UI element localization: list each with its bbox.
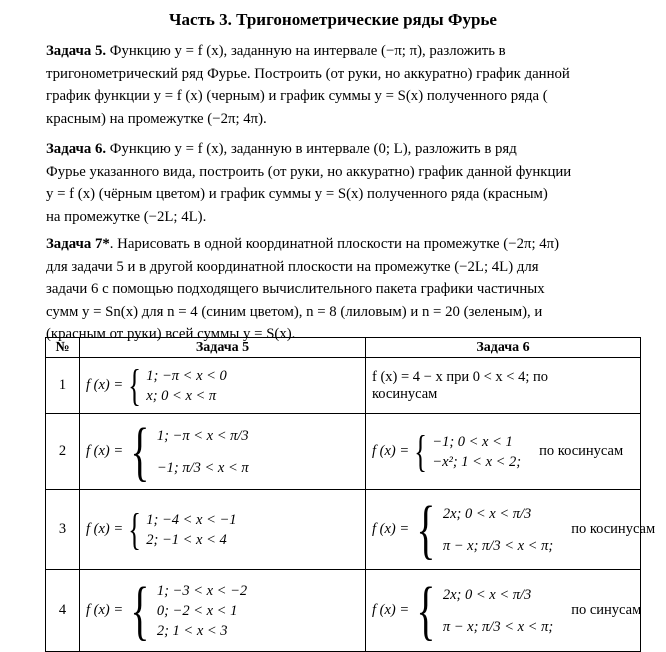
task-7-line-1: . Нарисовать в одной координатной плоскости на промежутке (−2π; 4π) <box>109 236 560 252</box>
header-task-5: Задача 5 <box>80 338 366 358</box>
case-line: 2x; 0 < x < π/3 <box>442 586 532 603</box>
table-row <box>46 490 641 570</box>
task-5 <box>46 40 636 130</box>
tasks-table <box>45 337 656 652</box>
piecewise-cases <box>443 505 553 555</box>
task-5-cell <box>80 414 366 490</box>
brace-symbol: { <box>130 573 150 647</box>
case-line: 2; −1 < x < 4 <box>146 531 227 548</box>
task-5-line-1: Функцию y = f (x), заданную на интервале (−π; π), разложить в <box>109 43 506 59</box>
task-5-cell <box>80 490 366 570</box>
piecewise-cases <box>146 367 227 405</box>
case-line: −1; π/3 < x < π <box>156 459 249 476</box>
task-5-cell <box>80 358 366 414</box>
case-line: 0; −2 < x < 1 <box>156 602 238 619</box>
task-7-line-4: сумм y = Sn(x) для n = 4 (синим цветом), n = 8 (лиловым) и n = 20 (зеленым), и <box>46 303 543 320</box>
task-7-label: Задача 7* <box>46 236 110 252</box>
case-line: −1; 0 < x < 1 <box>432 433 513 450</box>
formula-lhs: f (x) = <box>372 602 410 618</box>
brace-symbol: { <box>416 492 436 566</box>
case-line: π − x; π/3 < x < π; <box>442 537 554 554</box>
formula-lhs: f (x) = <box>372 443 410 459</box>
row-number: 2 <box>46 414 80 490</box>
task-5-line-3: график функции y = f (x) (черным) и график суммы y = S(x) полученного ряда ( <box>46 88 548 104</box>
table-row <box>46 358 641 414</box>
case-line: 2; 1 < x < 3 <box>156 622 228 639</box>
task-6-line-1: Функцию y = f (x), заданную в интервале (0; L), разложить в ряд <box>109 141 517 157</box>
brace-symbol: { <box>128 504 142 554</box>
row-number: 1 <box>46 358 80 414</box>
case-line: 1; −4 < x < −1 <box>146 511 237 528</box>
task-7-line-5: (красным от руки) всей суммы y = S(x). <box>46 326 296 342</box>
case-line: 1; −π < x < π/3 <box>156 427 249 444</box>
task-6-line-2: Фурье указанного вида, построить (от руки, но аккуратно) график данной функции <box>46 163 572 180</box>
task-6-cell <box>366 490 656 570</box>
case-line: −x²; 1 < x < 2; <box>432 453 522 470</box>
task-5-cell <box>80 570 366 652</box>
row-number: 4 <box>46 570 80 652</box>
brace-symbol: { <box>128 360 142 410</box>
task-6-label: Задача 6. <box>46 141 107 157</box>
task-7 <box>46 233 636 346</box>
header-task-6: Задача 6 <box>366 338 641 358</box>
page-title: Часть 3. Тригонометрические ряды Фурье <box>169 10 497 29</box>
task-6-line-4: на промежутке (−2L; 4L). <box>46 208 207 225</box>
piecewise-cases <box>443 586 553 636</box>
header-number: № <box>46 338 80 358</box>
task-5-line-2: тригонометрический ряд Фурье. Построить (от руки, но аккуратно) график данной <box>46 65 570 82</box>
brace-symbol: { <box>414 426 428 476</box>
task-6 <box>46 138 636 228</box>
piecewise-cases <box>432 433 521 471</box>
task-6-text-line-2: косинусам <box>372 385 438 402</box>
table-row <box>46 414 641 490</box>
case-line: π − x; π/3 < x < π; <box>442 618 554 635</box>
task-6-cell <box>366 358 641 414</box>
piecewise-cases <box>157 427 249 477</box>
task-6-cell <box>366 414 641 490</box>
task-5-line-4: красным) на промежутке (−2π; 4π). <box>46 110 267 127</box>
task-7-line-2: для задачи 5 и в другой координатной плоскости на промежутке (−2L; 4L) для <box>46 258 539 275</box>
piecewise-cases <box>146 511 236 549</box>
table-header-row <box>46 338 641 358</box>
case-line: 1; −π < x < 0 <box>146 367 227 384</box>
case-line: 2x; 0 < x < π/3 <box>442 505 532 522</box>
table-row <box>46 570 641 652</box>
task-6-line-3: y = f (x) (чёрным цветом) и график суммы y = S(x) полученного ряда (красным) <box>46 186 548 202</box>
series-type-note: по синусам <box>571 602 642 618</box>
task-5-label: Задача 5. <box>46 43 107 59</box>
case-line: 1; −3 < x < −2 <box>156 582 248 599</box>
task-7-line-3: задачи 6 с помощью подходящего вычислительного пакета графики частичных <box>46 281 545 297</box>
row-number: 3 <box>46 490 80 570</box>
formula-lhs: f (x) = <box>86 602 124 618</box>
brace-symbol: { <box>416 573 436 647</box>
piecewise-cases <box>157 582 247 640</box>
formula-lhs: f (x) = <box>86 377 124 393</box>
task-6-text-line-1: f (x) = 4 − x при 0 < x < 4; по <box>372 368 549 385</box>
brace-symbol: { <box>130 414 150 488</box>
formula-lhs: f (x) = <box>86 521 124 537</box>
formula-lhs: f (x) = <box>86 443 124 459</box>
series-type-note: по косинусам <box>539 443 624 459</box>
formula-lhs: f (x) = <box>372 521 410 537</box>
series-type-note: по косинусам <box>571 521 656 537</box>
task-6-cell <box>366 570 641 652</box>
case-line: x; 0 < x < π <box>146 387 217 404</box>
